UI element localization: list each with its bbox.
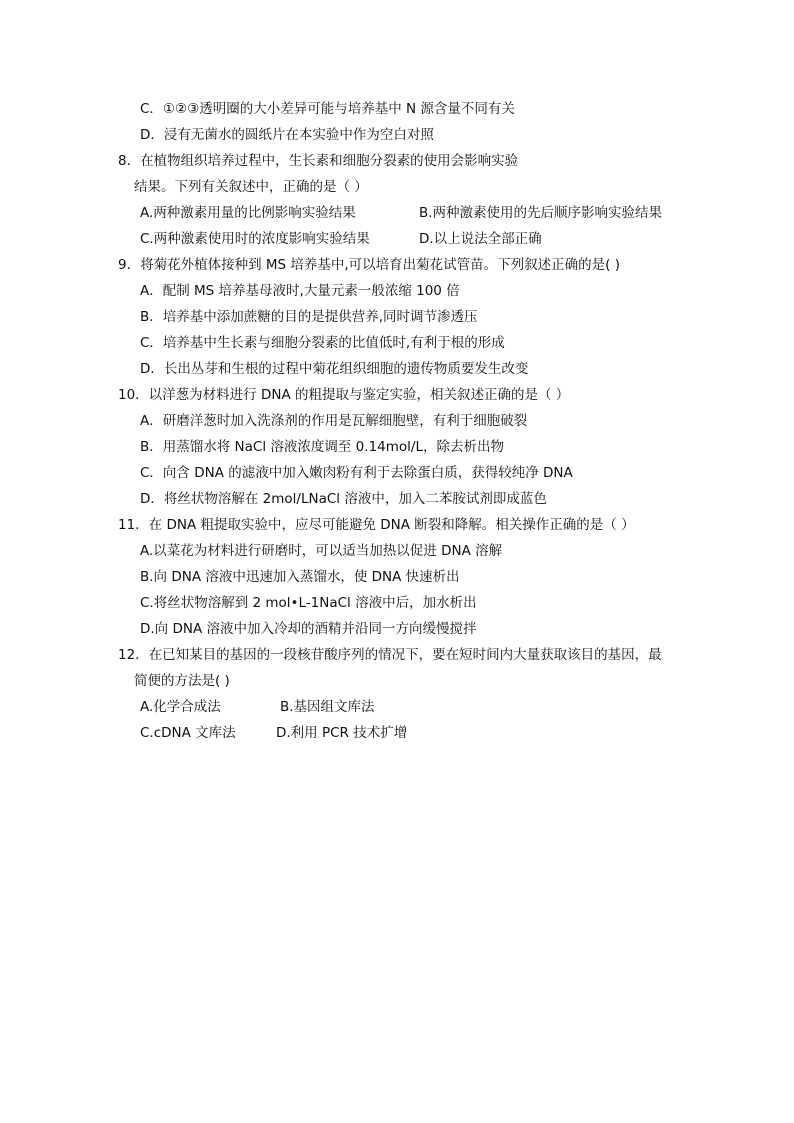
q11-option-b: B.向 DNA 溶液中迅速加入蒸馏水，使 DNA 快速析出 [140, 569, 460, 585]
q8-option-a: A.两种激素用量的比例影响实验结果 [140, 205, 356, 221]
q10-option-c: C．向含 DNA 的滤液中加入嫩肉粉有利于去除蛋白质，获得较纯净 DNA [140, 465, 573, 481]
q10-option-b: B．用蒸馏水将 NaCl 溶液浓度调至 0.14mol/L，除去析出物 [140, 439, 504, 455]
q10-option-a: A．研磨洋葱时加入洗涤剂的作用是瓦解细胞壁，有利于细胞破裂 [140, 413, 528, 429]
q10-option-d: D．将丝状物溶解在 2mol/LNaCl 溶液中，加入二苯胺试剂即成蓝色 [140, 491, 547, 507]
q7-option-d: D．浸有无菌水的圆纸片在本实验中作为空白对照 [140, 127, 434, 143]
q11-option-d: D.向 DNA 溶液中加入冷却的酒精并沿同一方向缓慢搅拌 [140, 621, 477, 637]
q8-stem-cont: 结果。下列有关叙述中，正确的是（ ） [134, 179, 368, 195]
q10-stem: 10．以洋葱为材料进行 DNA 的粗提取与鉴定实验，相关叙述正确的是（ ） [118, 387, 570, 403]
q9-option-b: B．培养基中添加蔗糖的目的是提供营养,同时调节渗透压 [140, 309, 478, 325]
q12-stem-cont: 简便的方法是( ) [134, 673, 230, 689]
q9-option-d: D．长出丛芽和生根的过程中菊花组织细胞的遗传物质要发生改变 [140, 361, 529, 377]
q8-option-c: C.两种激素使用时的浓度影响实验结果 [140, 231, 370, 247]
q8-stem: 8．在植物组织培养过程中，生长素和细胞分裂素的使用会影响实验 [118, 153, 519, 169]
q8-option-d: D.以上说法全部正确 [419, 231, 542, 247]
q11-option-c: C.将丝状物溶解到 2 mol•L-1NaCl 溶液中后，加水析出 [140, 595, 477, 611]
q7-option-c: C．①②③透明圈的大小差异可能与培养基中 N 源含量不同有关 [140, 101, 515, 117]
q8-option-b: B.两种激素使用的先后顺序影响实验结果 [419, 205, 663, 221]
q12-option-d: D.利用 PCR 技术扩增 [276, 725, 408, 741]
q11-option-a: A.以菜花为材料进行研磨时，可以适当加热以促进 DNA 溶解 [140, 543, 503, 559]
q9-stem: 9．将菊花外植体接种到 MS 培养基中,可以培育出菊花试管苗。下列叙述正确的是( ) [118, 257, 621, 273]
q12-stem: 12．在已知某目的基因的一段核苷酸序列的情况下，要在短时间内大量获取该目的基因，最 [118, 647, 662, 663]
q12-option-b: B.基因组文库法 [280, 699, 375, 715]
q11-stem: 11．在 DNA 粗提取实验中，应尽可能避免 DNA 断裂和降解。相关操作正确的是（ ） [118, 517, 635, 533]
q9-option-a: A．配制 MS 培养基母液时,大量元素一般浓缩 100 倍 [140, 283, 460, 299]
q9-option-c: C．培养基中生长素与细胞分裂素的比值低时,有利于根的形成 [140, 335, 505, 351]
q12-option-c: C.cDNA 文库法 [140, 725, 236, 741]
q12-option-a: A.化学合成法 [140, 699, 221, 715]
